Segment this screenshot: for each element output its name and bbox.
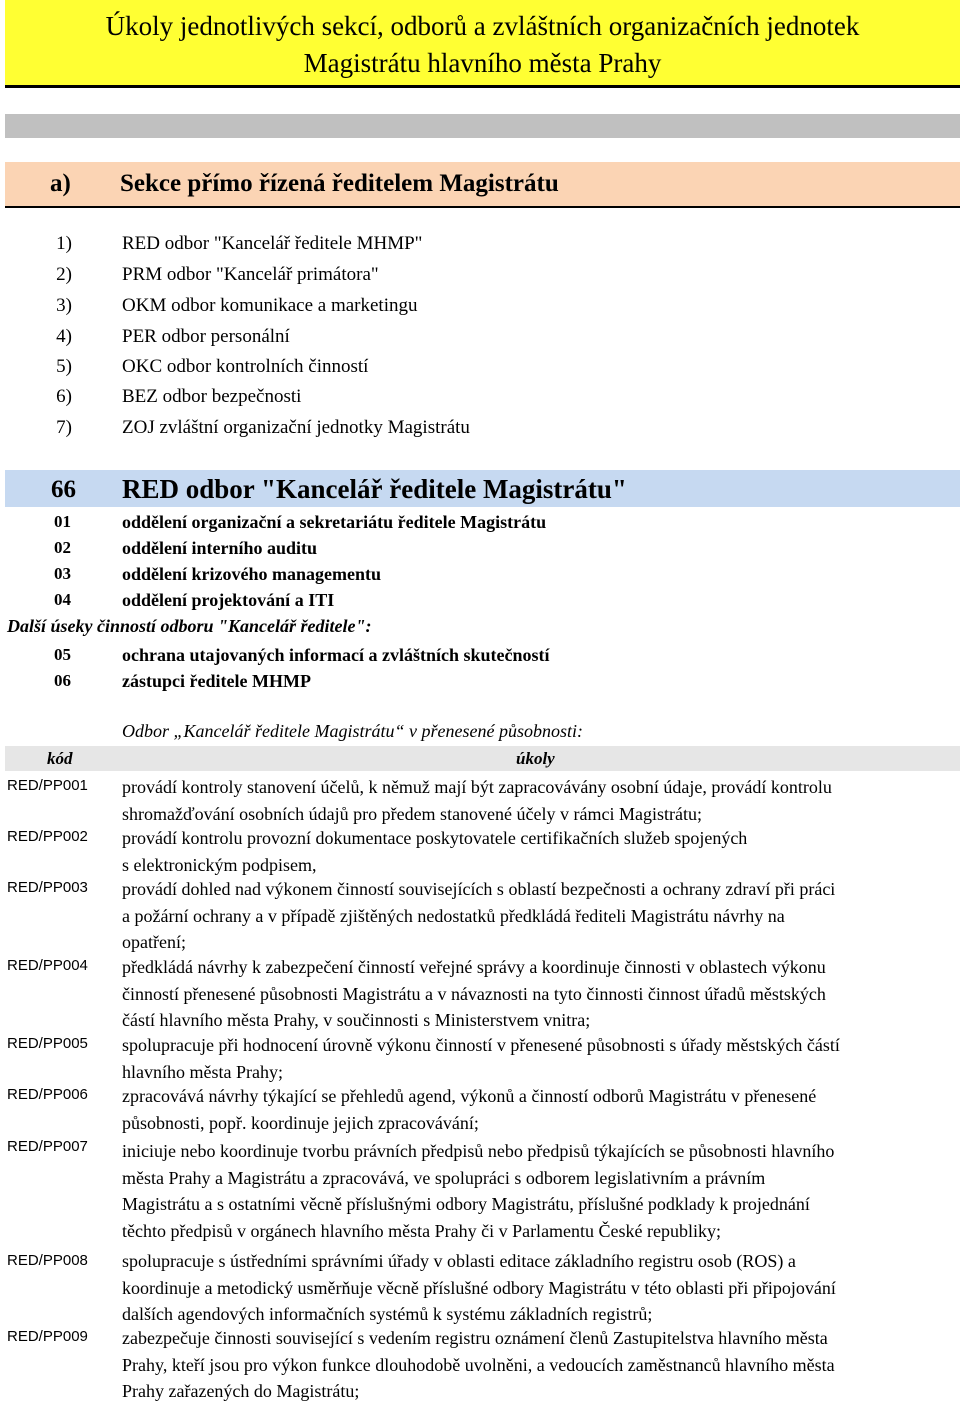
task-line: iniciuje nebo koordinuje tvorbu právních předpisů nebo předpisů týkajících se působnosti hlavního (122, 1141, 835, 1161)
task-code: RED/PP007 (7, 1138, 88, 1155)
unit-text: ochrana utajovaných informací a zvláštních skutečností (122, 645, 550, 665)
list-item-text: ZOJ zvláštní organizační jednotky Magistrátu (122, 417, 470, 438)
page-title-line-2: Magistrátu hlavního města Prahy (303, 48, 662, 78)
page-title-line-1: Úkoly jednotlivých sekcí, odborů a zvláštních organizačních jednotek (105, 11, 860, 41)
list-item-number: 5) (56, 356, 72, 377)
list-item-text: PRM odbor "Kancelář primátora" (122, 264, 379, 285)
column-header-code: kód (47, 749, 73, 768)
section-letter: a) (50, 170, 71, 197)
task-line: Prahy, kteří jsou pro výkon funkce dlouhodobě uvolněni, a vedoucích zaměstnanců hlavního města (122, 1354, 835, 1375)
unit-number: 05 (54, 645, 71, 664)
department-header (5, 470, 960, 507)
task-line: provádí kontroly stanovení účelů, k němuž mají být zapracovávány osobní údaje, provádí kontrolu (122, 777, 832, 797)
task-line: provádí kontrolu provozní dokumentace poskytovatele certifikačních služeb spojených (122, 828, 748, 848)
task-line: činností přenesené působnosti Magistrátu a v návaznosti na tyto činnosti činnost úřadů městských (122, 983, 826, 1004)
list-item-number: 1) (56, 233, 72, 254)
task-line: s elektronickým podpisem, (122, 854, 317, 875)
list-item-number: 7) (56, 417, 72, 438)
task-line: Magistrátu a s ostatními věcně příslušnými odbory Magistrátu, příslušné podklady k projednání (122, 1194, 810, 1214)
task-text (122, 1325, 954, 1405)
delegated-heading: Odbor „Kancelář ředitele Magistrátu“ v přenesené působnosti: (122, 721, 583, 741)
list-item-number: 3) (56, 295, 72, 316)
task-line: zabezpečuje činnosti související s vedením registru oznámení členů Zastupitelstva hlavního města (122, 1328, 828, 1348)
task-code: RED/PP008 (7, 1252, 88, 1269)
task-line: částí hlavního města Prahy, v součinnosti s Ministerstvem vnitra; (122, 1010, 591, 1030)
task-text (122, 1138, 954, 1244)
unit-number: 03 (54, 564, 71, 583)
list-item-text: RED odbor "Kancelář ředitele MHMP" (122, 233, 423, 254)
unit-text: oddělení interního auditu (122, 538, 318, 558)
section-header (5, 162, 960, 208)
list-item-text: PER odbor personální (122, 326, 290, 347)
list-item-text: OKM odbor komunikace a marketingu (122, 295, 418, 316)
task-line: spolupracuje s ústředními správními úřady v oblasti editace základního registru osob (ROS) a (122, 1251, 796, 1271)
list-item-text: OKC odbor kontrolních činností (122, 356, 369, 377)
section-title: Sekce přímo řízená ředitelem Magistrátu (120, 170, 559, 197)
task-line: shromažďování osobních údajů pro předem stanovené účely v rámci Magistrátu; (122, 803, 702, 824)
more-units-label: Další úseky činností odboru "Kancelář ředitele": (7, 616, 372, 636)
table-header (5, 746, 960, 771)
unit-number: 06 (54, 671, 71, 690)
task-line: spolupracuje při hodnocení úrovně výkonu činností v přenesené působnosti s úřady městských částí (122, 1035, 840, 1055)
unit-number: 01 (54, 512, 71, 531)
task-line: opatření; (122, 932, 186, 952)
task-text (122, 876, 954, 956)
task-code: RED/PP009 (7, 1328, 88, 1345)
task-line: hlavního města Prahy; (122, 1061, 283, 1082)
unit-text: oddělení organizační a sekretariátu ředitele Magistrátu (122, 512, 547, 532)
task-code: RED/PP005 (7, 1035, 88, 1052)
department-title: RED odbor "Kancelář ředitele Magistrátu" (122, 474, 627, 504)
task-line: předkládá návrhy k zabezpečení činností veřejné správy a koordinuje činnosti v oblastech výkonu (122, 957, 826, 977)
list-item-number: 2) (56, 264, 72, 285)
task-code: RED/PP006 (7, 1086, 88, 1103)
department-code: 66 (51, 476, 76, 503)
task-line: provádí dohled nad výkonem činností souvisejících s oblastí bezpečnosti a ochrany zdraví při práci (122, 879, 836, 899)
task-line: působnosti, popř. koordinuje jejich zpracovávání; (122, 1112, 479, 1133)
task-text (122, 1032, 954, 1085)
unit-number: 02 (54, 538, 71, 557)
list-item-number: 6) (56, 386, 72, 407)
task-text (122, 1083, 954, 1136)
task-line: těchto předpisů v orgánech hlavního města Prahy či v Parlamentu České republiky; (122, 1220, 722, 1241)
task-line: zpracovává návrhy týkající se přehledů agend, výkonů a činností odborů Magistrátu v přenesené (122, 1086, 817, 1106)
unit-text: oddělení projektování a ITI (122, 590, 335, 610)
unit-text: oddělení krizového managementu (122, 564, 381, 584)
unit-text: zástupci ředitele MHMP (122, 671, 311, 691)
task-code: RED/PP002 (7, 828, 88, 845)
task-text (122, 1248, 954, 1328)
task-text (122, 954, 954, 1034)
separator-bar (5, 114, 960, 138)
task-line: koordinuje a metodický usměrňuje věcně příslušné odbory Magistrátu v této oblasti při připojování (122, 1277, 836, 1298)
task-line: Prahy zařazených do Magistrátu; (122, 1381, 360, 1401)
column-header-tasks: úkoly (516, 749, 555, 768)
task-code: RED/PP004 (7, 957, 88, 974)
list-item-number: 4) (56, 326, 72, 347)
task-line: dalších agendových informačních systémů k systému základních registrů; (122, 1304, 653, 1324)
title-banner (5, 0, 960, 88)
task-text (122, 825, 954, 878)
task-line: a požární ochrany a v případě zjištěných nedostatků předkládá řediteli Magistrátu návrhy na (122, 905, 785, 926)
task-text (122, 774, 954, 827)
task-code: RED/PP001 (7, 777, 88, 794)
unit-number: 04 (54, 590, 71, 609)
list-item-text: BEZ odbor bezpečnosti (122, 386, 302, 407)
task-line: města Prahy a Magistrátu a zpracovává, ve spolupráci s odborem legislativním a právním (122, 1167, 766, 1188)
task-code: RED/PP003 (7, 879, 88, 896)
